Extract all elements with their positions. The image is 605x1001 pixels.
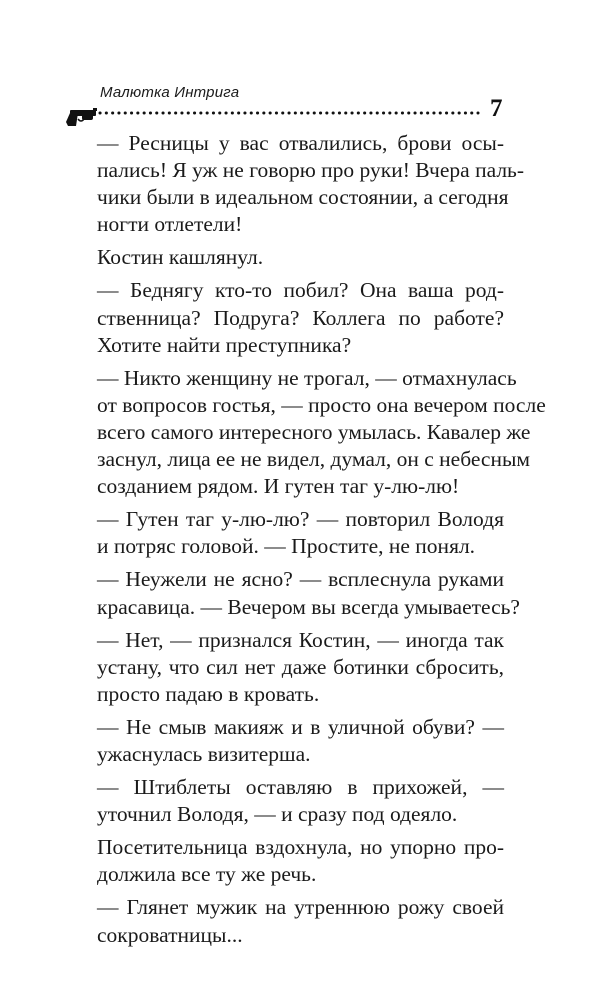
text-line: просто падаю в кровать. [97, 681, 320, 706]
text-line: чики были в идеальном состоянии, а сегодня [97, 185, 509, 210]
text-line: ужаснулась визитерша. [97, 741, 311, 766]
body-text [97, 130, 546, 949]
text-line: Костин кашлянул. [97, 245, 264, 270]
paragraph [97, 714, 504, 768]
text-line: — Нет, — признался Костин, — иногда так [97, 627, 504, 652]
text-line: всего самого интересного умылась. Кавалер же [97, 419, 531, 444]
paragraph [97, 130, 525, 238]
text-line: и потряс головой. — Простите, не понял. [97, 534, 476, 559]
paragraph [97, 506, 504, 560]
paragraph [97, 834, 504, 888]
text-line: — Никто женщину не трогал, — отмахнулась [97, 365, 517, 390]
paragraph [97, 365, 546, 500]
text-line: сокроватницы... [97, 922, 243, 947]
header-rule [60, 100, 480, 130]
paragraph [97, 277, 504, 358]
paragraph [97, 894, 504, 948]
text-line: должила все ту же речь. [97, 862, 317, 887]
text-line: красавица. — Вечером вы всегда умываетесь? [97, 594, 520, 619]
paragraph [97, 244, 504, 271]
page-number: 7 [490, 95, 503, 122]
text-line: — Штиблеты оставляю в прихожей, — [97, 775, 504, 800]
text-line: — Беднягу кто-то побил? Она ваша род- [97, 278, 504, 303]
text-line: — Не смыв макияж и в уличной обуви? — [97, 714, 504, 739]
text-line: уточнил Володя, — и сразу под одеяло. [97, 802, 458, 827]
paragraph [97, 774, 504, 828]
text-line: — Гутен таг у-лю-лю? — повторил Володя [97, 507, 504, 532]
running-title: Малютка Интрига [100, 84, 240, 101]
text-line: — Ресницы у вас отвалились, брови осы- [97, 131, 504, 155]
text-line: созданием рядом. И гутен таг у-лю-лю! [97, 474, 460, 499]
text-line: ногти отлетели! [97, 212, 243, 237]
text-line: пались! Я уж не говорю про руки! Вчера паль- [97, 158, 525, 183]
text-line: — Неужели не ясно? — всплеснула руками [97, 567, 504, 592]
text-line: устану, что сил нет даже ботинки сбросить, [97, 654, 504, 679]
paragraph [97, 566, 520, 620]
text-line: ственница? Подруга? Коллега по работе? [97, 305, 504, 330]
text-line: — Глянет мужик на утреннюю рожу своей [97, 895, 504, 920]
text-line: заснул, лица ее не видел, думал, он с небесным [97, 447, 531, 472]
text-line: от вопросов гостья, — просто она вечером после [97, 392, 546, 417]
paragraph [97, 627, 504, 708]
text-line: Хотите найти преступника? [97, 332, 352, 357]
text-line: Посетительница вздохнула, но упорно про- [97, 835, 504, 860]
revolver-icon [66, 108, 97, 126]
